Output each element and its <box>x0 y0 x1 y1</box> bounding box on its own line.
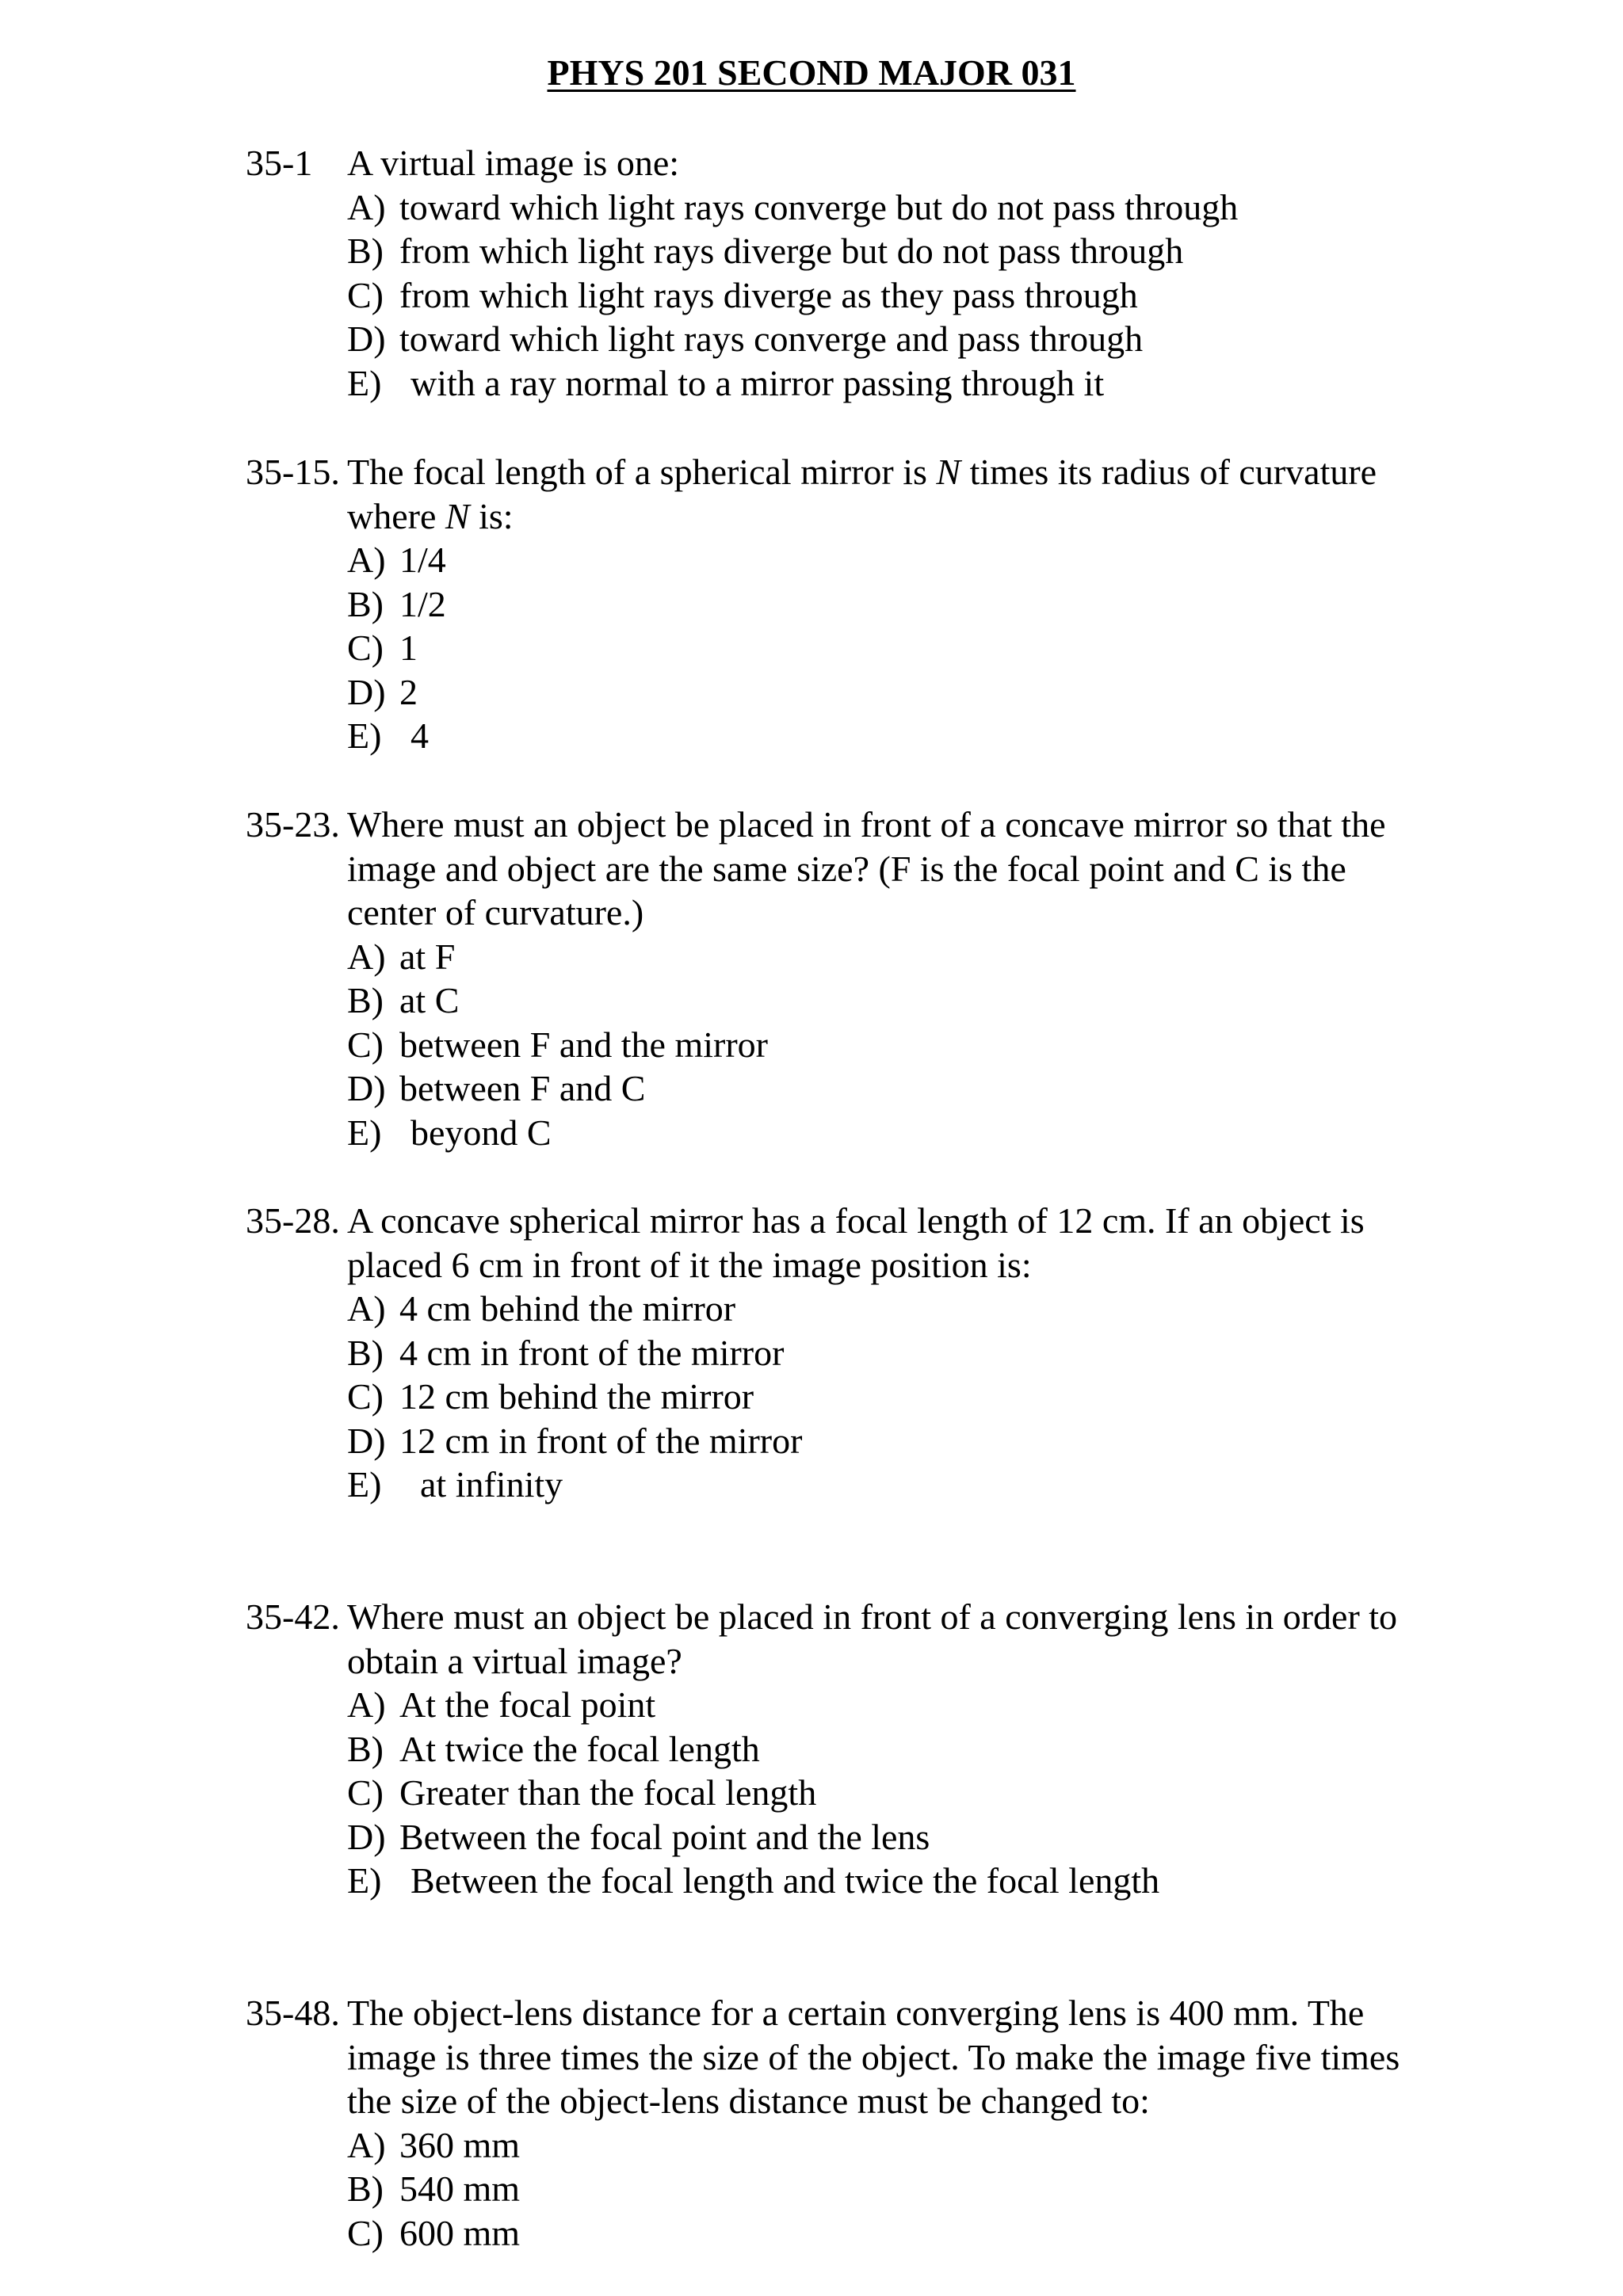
option-letter: C) <box>347 627 384 668</box>
option-d <box>347 1066 1403 1111</box>
option-text: Between the focal length and twice the focal length <box>411 1860 1160 1901</box>
option-text: at C <box>399 980 460 1020</box>
option-letter: C) <box>347 274 384 315</box>
option-letter: D) <box>347 1816 386 1857</box>
option-a <box>347 185 1403 230</box>
question-35-23 <box>246 803 1403 1154</box>
option-text: 1 <box>399 627 418 668</box>
option-text: 600 mm <box>399 2212 521 2253</box>
option-c <box>347 1771 1403 1815</box>
answer-options <box>246 185 1403 406</box>
question-text-part: times its radius of curvature where <box>347 452 1377 536</box>
answer-options <box>246 1287 1403 1507</box>
option-text: 1/4 <box>399 540 446 580</box>
question-number: 35-1 <box>246 143 313 183</box>
option-d <box>347 1815 1403 1859</box>
option-letter: A) <box>347 540 386 580</box>
option-b <box>347 978 1403 1023</box>
question-text <box>347 450 1403 538</box>
option-letter: B) <box>347 1728 384 1769</box>
option-d <box>347 317 1403 361</box>
page-title <box>0 51 1623 95</box>
question-stem <box>246 1991 1403 2123</box>
option-letter: B) <box>347 1332 384 1373</box>
option-letter: C) <box>347 1376 384 1417</box>
option-text: Between the focal point and the lens <box>399 1816 930 1857</box>
option-text: 4 cm in front of the mirror <box>399 1332 785 1373</box>
question-number: 35-28. <box>246 1200 340 1241</box>
option-letter: C) <box>347 1772 384 1813</box>
option-c <box>347 1375 1403 1419</box>
option-e <box>347 1463 1403 1507</box>
option-c <box>347 626 1403 670</box>
option-text: between F and C <box>399 1068 646 1108</box>
answer-options <box>246 2123 1403 2256</box>
option-text: at infinity <box>420 1464 563 1505</box>
option-letter: D) <box>347 318 386 359</box>
option-letter: D) <box>347 1420 386 1461</box>
question-stem <box>246 803 1403 935</box>
question-text: A concave spherical mirror has a focal length of 12 cm. If an object is placed 6 cm in front of it the image position is: <box>347 1200 1365 1285</box>
option-letter: A) <box>347 936 386 977</box>
option-text: At twice the focal length <box>399 1728 760 1769</box>
option-text: between F and the mirror <box>399 1024 768 1065</box>
answer-options <box>246 538 1403 758</box>
option-a <box>347 1287 1403 1331</box>
question-35-15 <box>246 450 1403 758</box>
question-number: 35-42. <box>246 1596 340 1637</box>
option-b <box>347 2167 1403 2211</box>
option-e <box>347 1859 1403 1903</box>
option-a <box>347 1683 1403 1727</box>
question-35-42 <box>246 1595 1403 1903</box>
option-c <box>347 2211 1403 2256</box>
option-text: beyond C <box>411 1112 552 1153</box>
option-letter: D) <box>347 1068 386 1108</box>
question-text: Where must an object be placed in front of a concave mirror so that the image and object are the same size? (F is the focal point and C is the center of curvature.) <box>347 804 1386 933</box>
option-text: 1/2 <box>399 583 446 624</box>
option-e <box>347 361 1403 406</box>
option-b <box>347 1331 1403 1375</box>
variable-n: N <box>936 452 961 492</box>
option-letter: E) <box>347 1112 382 1153</box>
option-text: 4 cm behind the mirror <box>399 1288 736 1329</box>
option-text: 12 cm behind the mirror <box>399 1376 754 1417</box>
question-35-48 <box>246 1991 1403 2255</box>
option-letter: A) <box>347 2124 386 2165</box>
option-letter: E) <box>347 1464 382 1505</box>
option-text: from which light rays diverge but do not pass through <box>399 231 1184 271</box>
option-letter: D) <box>347 671 386 712</box>
option-text: from which light rays diverge as they pass through <box>399 274 1138 315</box>
option-b <box>347 229 1403 273</box>
question-stem <box>246 141 1403 185</box>
question-stem <box>246 450 1403 538</box>
option-letter: A) <box>347 1684 386 1725</box>
option-a <box>347 2123 1403 2168</box>
question-stem <box>246 1199 1403 1287</box>
option-e <box>347 1111 1403 1155</box>
option-text: Greater than the focal length <box>399 1772 817 1813</box>
option-text: 12 cm in front of the mirror <box>399 1420 803 1461</box>
option-e <box>347 714 1403 758</box>
question-35-1 <box>246 141 1403 405</box>
question-number: 35-15. <box>246 452 340 492</box>
option-text: with a ray normal to a mirror passing through it <box>411 362 1105 403</box>
option-text: 540 mm <box>399 2168 521 2209</box>
option-letter: A) <box>347 186 386 227</box>
option-letter: C) <box>347 1024 384 1065</box>
option-letter: B) <box>347 583 384 624</box>
variable-n: N <box>445 495 470 536</box>
option-c <box>347 273 1403 318</box>
option-a <box>347 935 1403 979</box>
question-text: The object-lens distance for a certain converging lens is 400 mm. The image is three times the size of the object. To make the image five times the size of the object-lens distance must be changed to: <box>347 1993 1400 2121</box>
option-b <box>347 1727 1403 1772</box>
question-text-part: The focal length of a spherical mirror is <box>347 452 937 492</box>
option-text: toward which light rays converge but do not pass through <box>399 186 1239 227</box>
option-letter: E) <box>347 715 382 756</box>
answer-options <box>246 935 1403 1155</box>
answer-options <box>246 1683 1403 1903</box>
option-text: 2 <box>399 671 418 712</box>
option-letter: B) <box>347 231 384 271</box>
option-letter: B) <box>347 980 384 1020</box>
question-number: 35-48. <box>246 1993 340 2033</box>
option-text: at F <box>399 936 456 977</box>
option-c <box>347 1023 1403 1067</box>
option-text: toward which light rays converge and pass through <box>399 318 1144 359</box>
option-d <box>347 1419 1403 1463</box>
question-text: Where must an object be placed in front of a converging lens in order to obtain a virtual image? <box>347 1596 1398 1681</box>
question-text: A virtual image is one: <box>347 143 680 183</box>
page-title-text: PHYS 201 SECOND MAJOR 031 <box>547 52 1076 93</box>
option-text: 4 <box>411 715 429 756</box>
option-a <box>347 538 1403 582</box>
option-d <box>347 670 1403 715</box>
option-letter: C) <box>347 2212 384 2253</box>
option-b <box>347 582 1403 627</box>
option-letter: A) <box>347 1288 386 1329</box>
question-35-28 <box>246 1199 1403 1507</box>
question-number: 35-23. <box>246 804 340 845</box>
question-text-part: is: <box>469 495 514 536</box>
option-text: 360 mm <box>399 2124 521 2165</box>
option-letter: B) <box>347 2168 384 2209</box>
option-letter: E) <box>347 1860 382 1901</box>
option-text: At the focal point <box>399 1684 656 1725</box>
question-stem <box>246 1595 1403 1683</box>
option-letter: E) <box>347 362 382 403</box>
